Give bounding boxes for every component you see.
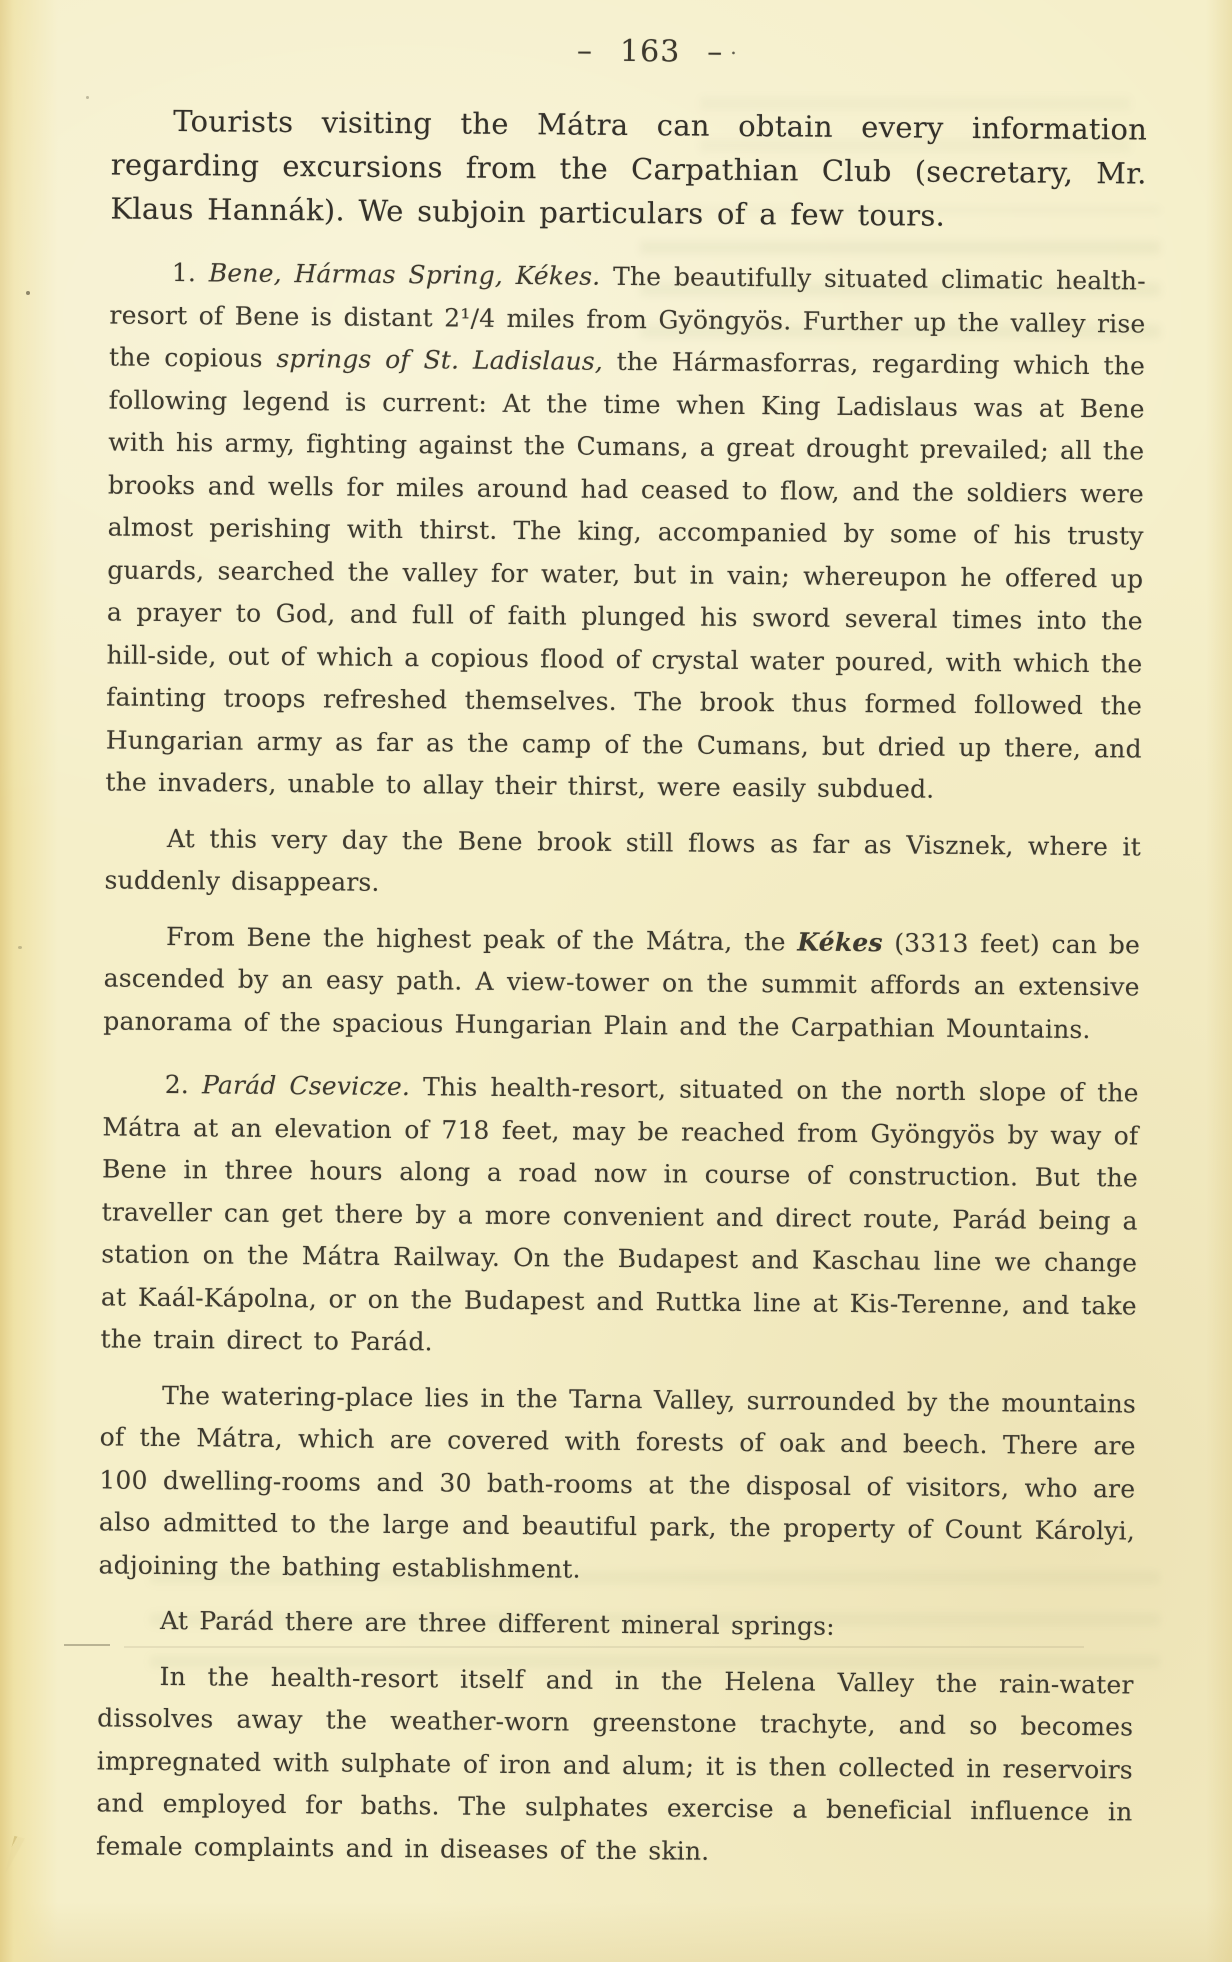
ink-speck bbox=[18, 946, 22, 949]
kekes-name: Kékes bbox=[797, 926, 883, 957]
page-corner-crease bbox=[0, 1836, 82, 1962]
header-dash-left: – bbox=[576, 33, 594, 69]
text-run: 1. bbox=[171, 258, 209, 288]
text-run: 2. bbox=[164, 1069, 203, 1100]
tour-2-paragraph bbox=[100, 1063, 1139, 1370]
tour-2-title: Parád Csevicze. bbox=[201, 1070, 411, 1102]
text-run: From Bene the highest peak of the Mátra, the bbox=[165, 921, 798, 956]
watering-place-paragraph: The watering-place lies in the Tarna Valley, surrounded by the mountains of the Mátra, which are covered with forests of oak and beech. There are 100 dwelling-rooms and 30 bath-rooms at the disposal of visitors, who are also admitted to the large and beautiful park, the property of Count Károlyi, adjoining the bathing establishment. bbox=[98, 1380, 1137, 1584]
text-run: (3313 feet) can be ascended by an easy path. A view-tower on the summit affords an extensive panorama of the spacious Hungarian Plain and the Carpathian Mountains. bbox=[103, 927, 1141, 1044]
header-dash-right: – bbox=[707, 34, 724, 70]
intro-paragraph: Tourists visiting the Mátra can obtain every information regarding excursions from the Carpathian Club (secretary, Mr. Klaus Hannák). We subjoin particulars of a few tours. bbox=[110, 104, 1148, 233]
page-content bbox=[96, 25, 1148, 1889]
bene-brook-paragraph: At this very day the Bene brook still flows as far as Visznek, where it suddenly disappears. bbox=[104, 823, 1142, 897]
tour-1-title: Bene, Hármas Spring, Kékes. bbox=[208, 258, 601, 291]
ink-speck bbox=[26, 291, 30, 295]
header-dot: · bbox=[730, 40, 738, 65]
page-header bbox=[112, 29, 1148, 73]
mineral-springs-paragraph: At Parád there are three different mineral springs: bbox=[159, 1605, 835, 1641]
ink-speck bbox=[86, 96, 89, 99]
page-number: 163 bbox=[619, 33, 681, 70]
text-run: This health-resort, situated on the north slope of the Mátra at an elevation of 718 feet, may be reached from Gyöngyös by way of Bene in three hours along a road now in course of construction. But the traveller can get there by a more convenient and direct route, Parád being a station on the Mátra Railway. On the Budapest and Kaschau line we change at Kaál-Kápolna, or on the Budapest and Ruttka line at Kis-Terenne, and take the train direct to Parád. bbox=[100, 1072, 1139, 1357]
text-run: the Hármasforras, regarding which the following legend is current: At the time when King Ladislaus was at Bene with his army, fighting against the Cumans, a great drought prevailed; all the brooks and wells for miles around had ceased to flow, and the soldiers were almost perishing with thirst. The king, accompanied by some of his trusty guards, searched the valley for water, but in vain; whereupon he offered up a prayer to God, and full of faith plunged his sword several times into the hill-side, out of which a copious flood of crystal water poured, with which the fainting troops refreshed themselves. The brook thus formed followed the Hungarian army as far as the camp of the Cumans, but dried up there, and the invaders, unable to allay their thirst, were easily subdued. bbox=[105, 346, 1146, 804]
text-run: The beautifully situated climatic health-resort of Bene is distant 2¹/4 miles from Gyöngyös. Further up the valley rise the copious bbox=[109, 261, 1146, 373]
springs-of-st-ladislaus: springs of St. Ladislaus, bbox=[276, 343, 604, 376]
kekes-peak-paragraph bbox=[103, 915, 1140, 1052]
tour-1-paragraph bbox=[105, 251, 1146, 813]
helena-valley-paragraph: In the health-resort itself and in the Helena Valley the rain-water dissolves away the weather-worn greenstone trachyte, and so becomes impregnated with sulphate of iron and alum; it is then collected in reservoirs and employed for baths. The sulphates exercise a beneficial influence in female complaints and in diseases of the skin. bbox=[96, 1661, 1134, 1866]
